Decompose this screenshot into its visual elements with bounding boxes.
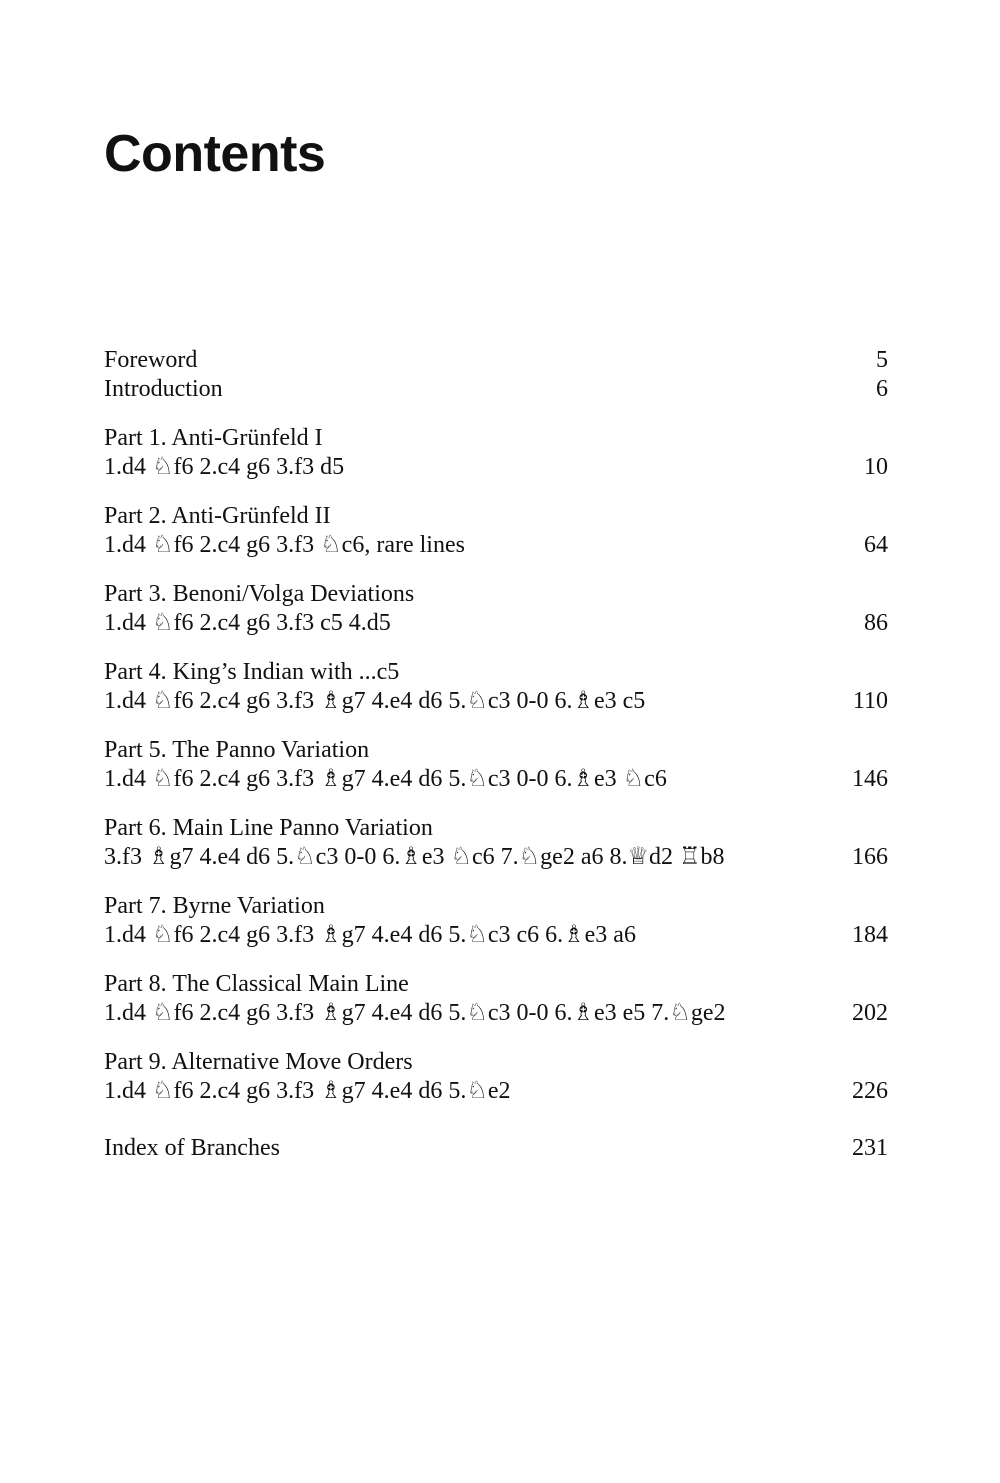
- toc-entry-part-2[interactable]: [104, 502, 888, 560]
- toc-moves: 1.d4 ♘f6 2.c4 g6 3.f3 ♗g7 4.e4 d6 5.♘e2: [104, 1078, 511, 1104]
- toc-page-number: 86: [864, 610, 888, 636]
- toc-page-number: 231: [852, 1135, 888, 1161]
- toc-heading: Part 4. King’s Indian with ...c5: [104, 659, 400, 685]
- toc-moves: 1.d4 ♘f6 2.c4 g6 3.f3 d5: [104, 454, 345, 480]
- toc-entry-foreword[interactable]: [104, 346, 888, 375]
- toc-entry-part-9[interactable]: [104, 1048, 888, 1106]
- toc-page-number: 202: [852, 1000, 888, 1026]
- toc-moves: 1.d4 ♘f6 2.c4 g6 3.f3 ♗g7 4.e4 d6 5.♘c3 c6 6.♗e3 a6: [104, 922, 636, 948]
- toc-entry-part-5[interactable]: [104, 736, 888, 794]
- toc-moves: 1.d4 ♘f6 2.c4 g6 3.f3 ♗g7 4.e4 d6 5.♘c3 0-0 6.♗e3 e5 7.♘ge2: [104, 1000, 726, 1026]
- toc-moves: 1.d4 ♘f6 2.c4 g6 3.f3 ♘c6, rare lines: [104, 532, 465, 558]
- toc-page-number: 5: [876, 347, 888, 373]
- toc-entry-part-6[interactable]: [104, 814, 888, 872]
- toc-heading: Part 1. Anti-Grünfeld I: [104, 425, 323, 451]
- table-of-contents: [104, 346, 888, 1163]
- toc-heading: Part 5. The Panno Variation: [104, 737, 370, 763]
- toc-heading: Part 3. Benoni/Volga Deviations: [104, 581, 415, 607]
- toc-entry-introduction[interactable]: [104, 375, 888, 404]
- toc-page-number: 64: [864, 532, 888, 558]
- toc-heading: Part 9. Alternative Move Orders: [104, 1049, 413, 1075]
- toc-page-number: 6: [876, 376, 888, 402]
- toc-heading: Part 6. Main Line Panno Variation: [104, 815, 433, 841]
- toc-page-number: 184: [852, 922, 888, 948]
- toc-moves: 1.d4 ♘f6 2.c4 g6 3.f3 ♗g7 4.e4 d6 5.♘c3 0-0 6.♗e3 ♘c6: [104, 766, 667, 792]
- toc-page-number: 166: [852, 844, 888, 870]
- toc-page-number: 226: [852, 1078, 888, 1104]
- toc-heading: Foreword: [104, 347, 198, 373]
- toc-moves: 1.d4 ♘f6 2.c4 g6 3.f3 c5 4.d5: [104, 610, 391, 636]
- toc-moves: 1.d4 ♘f6 2.c4 g6 3.f3 ♗g7 4.e4 d6 5.♘c3 0-0 6.♗e3 c5: [104, 688, 646, 714]
- toc-heading: Part 7. Byrne Variation: [104, 893, 325, 919]
- toc-page-number: 110: [852, 688, 888, 714]
- toc-entry-index-of-branches[interactable]: [104, 1134, 888, 1163]
- toc-heading: Part 2. Anti-Grünfeld II: [104, 503, 331, 529]
- toc-heading: Index of Branches: [104, 1135, 280, 1161]
- page-title: Contents: [104, 125, 326, 183]
- toc-entry-part-1[interactable]: [104, 424, 888, 482]
- toc-page-number: 146: [852, 766, 888, 792]
- toc-page-number: 10: [864, 454, 888, 480]
- toc-heading: Part 8. The Classical Main Line: [104, 971, 409, 997]
- toc-moves: 3.f3 ♗g7 4.e4 d6 5.♘c3 0-0 6.♗e3 ♘c6 7.♘ge2 a6 8.♕d2 ♖b8: [104, 844, 725, 870]
- toc-entry-part-3[interactable]: [104, 580, 888, 638]
- toc-heading: Introduction: [104, 376, 223, 402]
- toc-entry-part-7[interactable]: [104, 892, 888, 950]
- toc-entry-part-8[interactable]: [104, 970, 888, 1028]
- toc-entry-part-4[interactable]: [104, 658, 888, 716]
